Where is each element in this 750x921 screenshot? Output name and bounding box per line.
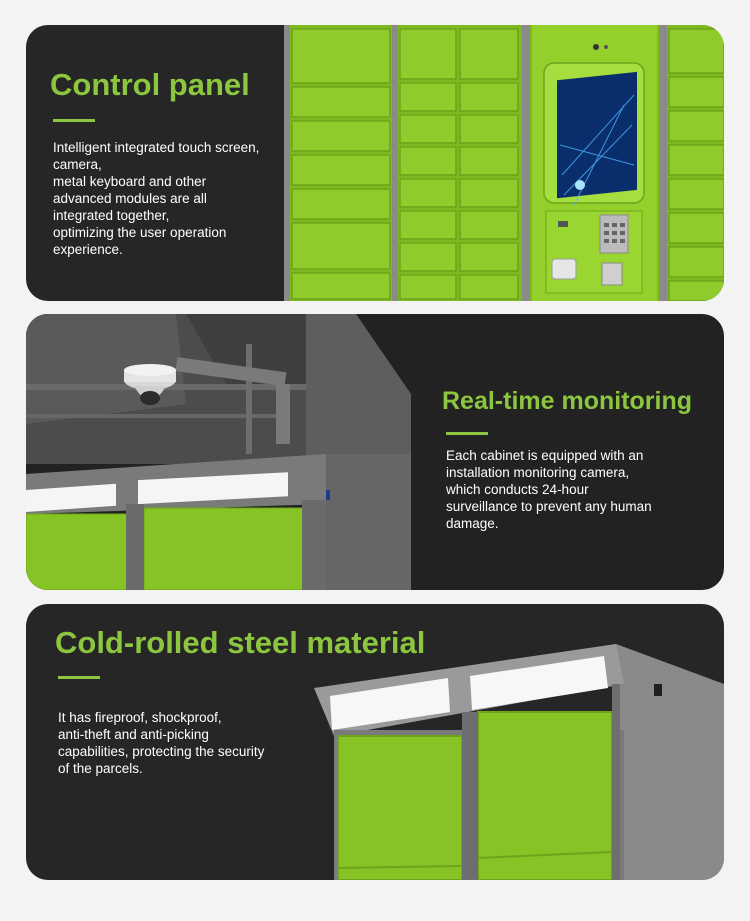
feature-card-monitoring	[26, 314, 724, 590]
locker-control-panel-image	[284, 25, 724, 301]
title-underline	[58, 676, 100, 679]
locker-camera-image	[26, 314, 416, 590]
title-underline	[53, 119, 95, 122]
section-description: Each cabinet is equipped with an installation monitoring camera, which conducts 24-hour surveillance to prevent any human damage.	[446, 448, 652, 531]
feature-card-control-panel	[26, 25, 724, 301]
locker-steel-image	[314, 640, 724, 880]
feature-card-steel	[26, 604, 724, 880]
section-description: It has fireproof, shockproof, anti-theft and anti-picking capabilities, protecting the security of the parcels.	[58, 710, 265, 776]
section-title: Real-time monitoring	[442, 387, 693, 415]
section-title: Cold-rolled steel material	[55, 625, 426, 660]
section-title: Control panel	[50, 67, 250, 102]
title-underline	[446, 432, 488, 435]
section-description: Intelligent integrated touch screen, camera, metal keyboard and other advanced modules are all integrated together, optimizing the user operation experience.	[53, 140, 260, 257]
